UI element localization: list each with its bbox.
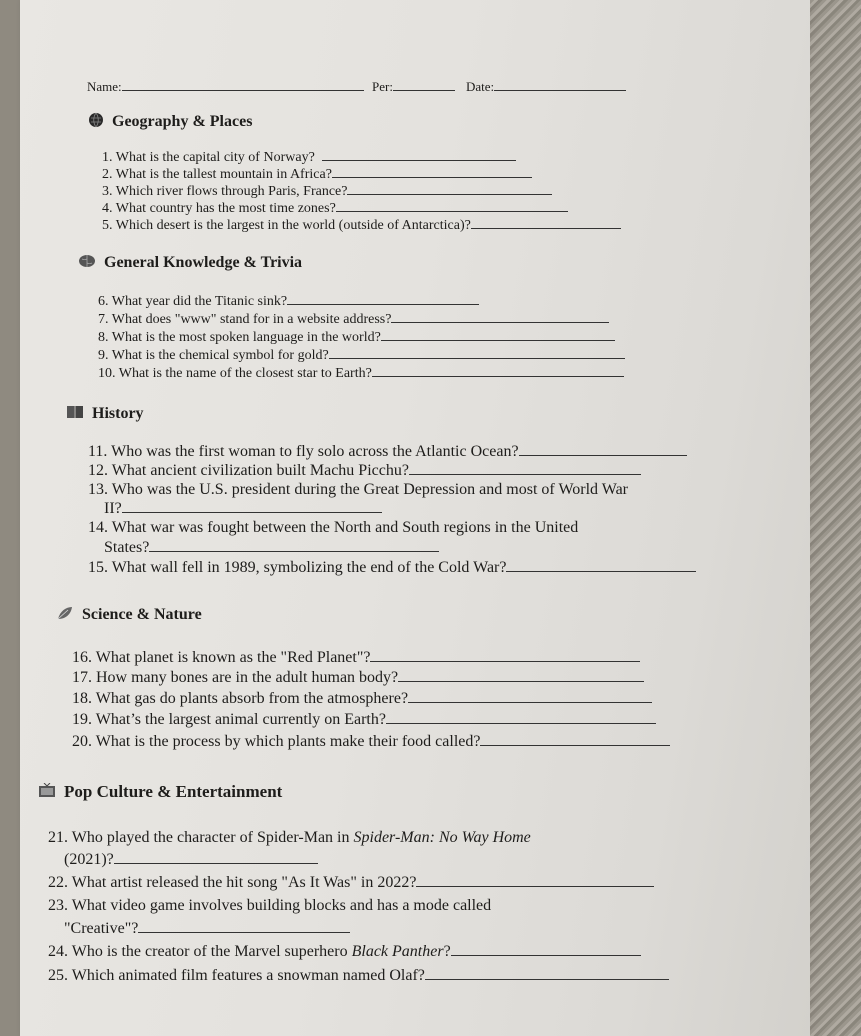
question-text: ? — [443, 943, 451, 960]
question-15 — [88, 559, 696, 577]
question-14 — [88, 519, 578, 537]
answer-blank[interactable] — [451, 943, 641, 956]
section-title: History — [92, 405, 144, 423]
answer-blank[interactable] — [347, 182, 552, 195]
question-text: 22. What artist released the hit song "As It Was" in 2022? — [48, 874, 417, 891]
worksheet-page — [20, 0, 810, 1036]
question-11 — [88, 443, 687, 461]
per-label: Per: — [372, 79, 393, 94]
question-text: States? — [104, 539, 150, 556]
question-21-cont — [64, 851, 318, 869]
question-text: 11. Who was the first woman to fly solo across the Atlantic Ocean? — [88, 443, 519, 460]
per-blank[interactable] — [393, 78, 455, 91]
question-text: 5. Which desert is the largest in the world (outside of Antarctica)? — [102, 218, 471, 233]
answer-blank[interactable] — [370, 649, 640, 662]
answer-blank[interactable] — [471, 216, 621, 229]
answer-blank[interactable] — [322, 148, 516, 161]
question-3 — [102, 182, 552, 200]
question-text: 14. What war was fought between the North and South regions in the United — [88, 519, 579, 536]
date-row — [466, 78, 626, 95]
answer-blank[interactable] — [114, 851, 318, 864]
question-9 — [98, 346, 625, 364]
section-science — [56, 605, 202, 626]
question-text: 8. What is the most spoken language in the world? — [98, 330, 381, 345]
section-title: Science & Nature — [82, 606, 202, 624]
question-14-cont — [104, 539, 439, 557]
question-text: 10. What is the name of the closest star to Earth? — [98, 366, 372, 381]
question-16 — [72, 649, 640, 667]
name-blank[interactable] — [122, 78, 364, 91]
book-icon — [66, 405, 84, 424]
question-21 — [48, 829, 531, 847]
answer-blank[interactable] — [398, 669, 644, 682]
answer-blank[interactable] — [519, 443, 687, 456]
question-4 — [102, 199, 568, 217]
leaf-icon — [56, 605, 74, 626]
question-24 — [48, 943, 641, 961]
question-text: 16. What planet is known as the "Red Planet"? — [72, 649, 371, 666]
answer-blank[interactable] — [416, 874, 654, 887]
question-10 — [98, 364, 624, 382]
question-18 — [72, 690, 652, 708]
answer-blank[interactable] — [149, 539, 439, 552]
brain-icon — [78, 254, 96, 273]
question-19 — [72, 711, 656, 729]
answer-blank[interactable] — [122, 500, 382, 513]
background-surface — [810, 0, 861, 1036]
question-12 — [88, 462, 641, 480]
section-title: Pop Culture & Entertainment — [64, 782, 283, 801]
answer-blank[interactable] — [138, 920, 350, 933]
question-text: II? — [104, 500, 122, 517]
section-title: General Knowledge & Trivia — [104, 254, 303, 272]
tv-icon — [38, 783, 56, 804]
question-23-cont — [64, 920, 350, 938]
answer-blank[interactable] — [336, 199, 568, 212]
answer-blank[interactable] — [372, 364, 624, 377]
question-text: 15. What wall fell in 1989, symbolizing the end of the Cold War? — [88, 559, 507, 576]
section-pop-culture — [38, 782, 282, 804]
question-25 — [48, 967, 669, 985]
answer-blank[interactable] — [425, 967, 669, 980]
question-text: 12. What ancient civilization built Machu Picchu? — [88, 462, 409, 479]
answer-blank[interactable] — [332, 165, 532, 178]
answer-blank[interactable] — [386, 711, 656, 724]
question-text: 2. What is the tallest mountain in Africa? — [102, 167, 332, 182]
answer-blank[interactable] — [381, 328, 615, 341]
date-label: Date: — [466, 79, 495, 94]
question-text: 4. What country has the most time zones? — [102, 201, 336, 216]
section-title: Geography & Places — [112, 113, 253, 131]
question-text: 17. How many bones are in the adult human body? — [72, 669, 399, 686]
question-1 — [102, 148, 516, 166]
question-2 — [102, 165, 532, 183]
section-geography — [88, 112, 252, 133]
question-text: 21. Who played the character of Spider-Man in — [48, 829, 354, 846]
answer-blank[interactable] — [506, 559, 696, 572]
name-row — [87, 78, 364, 95]
question-5 — [102, 216, 621, 234]
question-text: 7. What does "www" stand for in a website address? — [98, 312, 392, 327]
answer-blank[interactable] — [391, 310, 609, 323]
question-13 — [88, 481, 628, 499]
question-text: 24. Who is the creator of the Marvel superhero — [48, 943, 352, 960]
question-text: (2021)? — [64, 851, 114, 868]
question-text: 23. What video game involves building blocks and has a mode called — [48, 897, 492, 914]
question-text: 25. Which animated film features a snowman named Olaf? — [48, 967, 425, 984]
per-row — [372, 78, 455, 95]
question-8 — [98, 328, 615, 346]
question-20 — [72, 733, 670, 751]
date-blank[interactable] — [494, 78, 626, 91]
question-6 — [98, 292, 479, 310]
question-13-cont — [104, 500, 382, 518]
answer-blank[interactable] — [480, 733, 670, 746]
question-text: "Creative"? — [64, 920, 139, 937]
question-text: 6. What year did the Titanic sink? — [98, 294, 288, 309]
question-title-italic: Black Panther — [351, 943, 444, 960]
name-label: Name: — [87, 79, 122, 94]
question-text: 3. Which river flows through Paris, France? — [102, 184, 348, 199]
question-text: 1. What is the capital city of Norway? — [102, 150, 315, 165]
answer-blank[interactable] — [408, 690, 652, 703]
question-title-italic: Spider-Man: No Way Home — [353, 829, 531, 846]
answer-blank[interactable] — [287, 292, 479, 305]
question-7 — [98, 310, 609, 328]
question-text: 13. Who was the U.S. president during the Great Depression and most of World War — [88, 481, 628, 498]
question-text: 20. What is the process by which plants make their food called? — [72, 733, 481, 750]
section-general-knowledge — [78, 254, 302, 273]
section-history — [66, 405, 144, 424]
question-text: 9. What is the chemical symbol for gold? — [98, 348, 329, 363]
answer-blank[interactable] — [329, 346, 625, 359]
question-22 — [48, 874, 654, 892]
question-23 — [48, 897, 491, 915]
question-17 — [72, 669, 644, 687]
globe-icon — [88, 112, 104, 133]
question-text: 18. What gas do plants absorb from the atmosphere? — [72, 690, 409, 707]
question-text: 19. What’s the largest animal currently on Earth? — [72, 711, 386, 728]
answer-blank[interactable] — [409, 462, 641, 475]
